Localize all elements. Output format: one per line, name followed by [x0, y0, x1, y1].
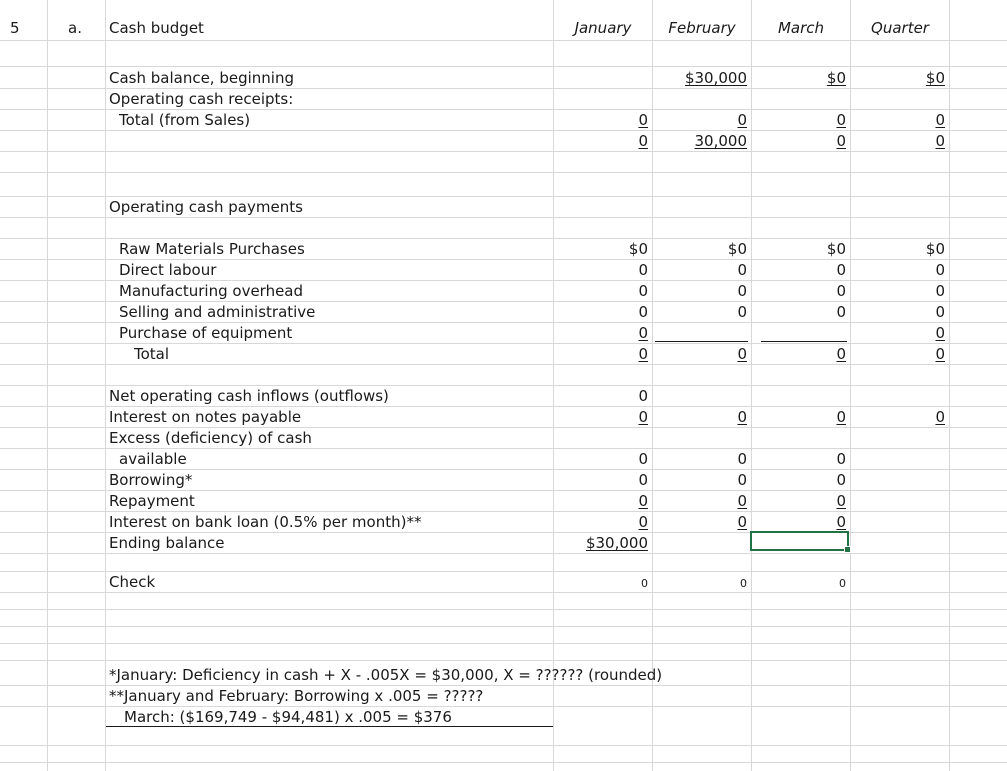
- column-header-january: January: [574, 19, 632, 37]
- cell-raw-materials-mar[interactable]: $0: [826, 240, 846, 258]
- row-number: 5: [10, 19, 20, 37]
- cell-repayment-mar[interactable]: 0: [836, 492, 846, 510]
- cell-cash-beginning-mar[interactable]: $0: [826, 69, 846, 87]
- cell-borrowing-jan[interactable]: 0: [638, 471, 648, 489]
- row-label-repayment: Repayment: [109, 492, 195, 510]
- underline-rule: [655, 341, 748, 342]
- cell-ending-balance-jan[interactable]: $30,000: [585, 534, 648, 552]
- cell-check-jan[interactable]: 0: [641, 577, 648, 590]
- row-label-payments-total: Total: [134, 345, 170, 363]
- row-label-payments-header: Operating cash payments: [109, 198, 303, 216]
- row-label-direct-labour: Direct labour: [119, 261, 217, 279]
- cell-interest-notes-mar[interactable]: 0: [836, 408, 846, 426]
- cell-raw-materials-feb[interactable]: $0: [727, 240, 747, 258]
- cell-payments-total-feb[interactable]: 0: [737, 345, 747, 363]
- grid-line: [0, 762, 1007, 763]
- column-header-quarter: Quarter: [871, 19, 929, 37]
- cell-selling-admin-jan[interactable]: 0: [638, 303, 648, 321]
- cell-selling-admin-mar[interactable]: 0: [836, 303, 846, 321]
- cell-receipts-sum-feb[interactable]: 30,000: [694, 132, 747, 150]
- cell-receipts-sum-qtr[interactable]: 0: [935, 132, 945, 150]
- cell-interest-notes-qtr[interactable]: 0: [935, 408, 945, 426]
- cell-interest-bank-mar[interactable]: 0: [836, 513, 846, 531]
- grid-line: [0, 217, 1007, 218]
- column-header-february: February: [668, 19, 736, 37]
- cell-interest-bank-jan[interactable]: 0: [638, 513, 648, 531]
- grid-line: [0, 745, 1007, 746]
- cell-direct-labour-mar[interactable]: 0: [836, 261, 846, 279]
- underline-rule: [761, 341, 847, 342]
- row-label-raw-materials: Raw Materials Purchases: [119, 240, 305, 258]
- row-label-equipment: Purchase of equipment: [119, 324, 293, 342]
- row-label-mfg-overhead: Manufacturing overhead: [119, 282, 304, 300]
- cell-raw-materials-jan[interactable]: $0: [628, 240, 648, 258]
- grid-line: [0, 172, 1007, 173]
- cell-payments-total-qtr[interactable]: 0: [935, 345, 945, 363]
- row-label-receipts-header: Operating cash receipts:: [109, 90, 294, 108]
- cell-direct-labour-jan[interactable]: 0: [638, 261, 648, 279]
- cell-direct-labour-feb[interactable]: 0: [737, 261, 747, 279]
- cell-payments-total-mar[interactable]: 0: [836, 345, 846, 363]
- row-label-interest-bank: Interest on bank loan (0.5% per month)**: [109, 513, 422, 531]
- cell-repayment-jan[interactable]: 0: [638, 492, 648, 510]
- cell-interest-bank-feb[interactable]: 0: [737, 513, 747, 531]
- cell-borrowing-mar[interactable]: 0: [836, 471, 846, 489]
- cell-cash-beginning-feb[interactable]: $30,000: [684, 69, 747, 87]
- cell-equipment-jan[interactable]: 0: [638, 324, 648, 342]
- cell-repayment-feb[interactable]: 0: [737, 492, 747, 510]
- cell-receipts-total-qtr[interactable]: 0: [935, 111, 945, 129]
- grid-line: [0, 592, 1007, 593]
- row-label-interest-notes: Interest on notes payable: [109, 408, 302, 426]
- note-borrowing-interest: **January and February: Borrowing x .005 = ?????: [109, 687, 484, 705]
- cell-excess-mar[interactable]: 0: [836, 450, 846, 468]
- cell-receipts-sum-mar[interactable]: 0: [836, 132, 846, 150]
- note-january-deficiency: *January: Deficiency in cash + X - .005X = $30,000, X = ?????? (rounded): [109, 666, 663, 684]
- cell-direct-labour-qtr[interactable]: 0: [935, 261, 945, 279]
- cell-receipts-total-mar[interactable]: 0: [836, 111, 846, 129]
- grid-line: [0, 151, 1007, 152]
- cell-cash-beginning-qtr[interactable]: $0: [925, 69, 945, 87]
- cell-receipts-sum-jan[interactable]: 0: [638, 132, 648, 150]
- cell-receipts-total-feb[interactable]: 0: [737, 111, 747, 129]
- cell-selling-admin-qtr[interactable]: 0: [935, 303, 945, 321]
- grid-line: [0, 660, 1007, 661]
- cell-interest-notes-jan[interactable]: 0: [638, 408, 648, 426]
- grid-line: [0, 643, 1007, 644]
- row-label-excess-available: available: [119, 450, 187, 468]
- cell-check-feb[interactable]: 0: [740, 577, 747, 590]
- cell-mfg-overhead-mar[interactable]: 0: [836, 282, 846, 300]
- notes-border: [106, 726, 553, 727]
- cell-mfg-overhead-jan[interactable]: 0: [638, 282, 648, 300]
- cell-excess-jan[interactable]: 0: [638, 450, 648, 468]
- grid-line: [0, 626, 1007, 627]
- cell-excess-feb[interactable]: 0: [737, 450, 747, 468]
- grid-line: [0, 66, 1007, 67]
- row-label-selling-admin: Selling and administrative: [119, 303, 316, 321]
- row-label-check: Check: [109, 573, 156, 591]
- budget-title: Cash budget: [109, 19, 204, 37]
- column-header-march: March: [777, 19, 825, 37]
- note-march-interest: March: ($169,749 - $94,481) x .005 = $376: [124, 708, 452, 726]
- cell-selling-admin-feb[interactable]: 0: [737, 303, 747, 321]
- grid-line: [0, 609, 1007, 610]
- row-label-cash-beginning: Cash balance, beginning: [109, 69, 294, 87]
- grid-line: [0, 364, 1007, 365]
- selected-cell[interactable]: [750, 531, 849, 551]
- cell-borrowing-feb[interactable]: 0: [737, 471, 747, 489]
- cell-interest-notes-feb[interactable]: 0: [737, 408, 747, 426]
- row-label-excess: Excess (deficiency) of cash: [109, 429, 312, 447]
- row-label-receipts-total: Total (from Sales): [119, 111, 251, 129]
- part-label: a.: [68, 19, 82, 37]
- cell-receipts-total-jan[interactable]: 0: [638, 111, 648, 129]
- cell-mfg-overhead-feb[interactable]: 0: [737, 282, 747, 300]
- grid-line: [0, 553, 1007, 554]
- cell-raw-materials-qtr[interactable]: $0: [925, 240, 945, 258]
- cell-payments-total-jan[interactable]: 0: [638, 345, 648, 363]
- grid-line: [0, 40, 1007, 41]
- row-label-net-operating: Net operating cash inflows (outflows): [109, 387, 389, 405]
- cell-net-operating-jan[interactable]: 0: [638, 387, 648, 405]
- row-label-borrowing: Borrowing*: [109, 471, 193, 489]
- cell-check-mar[interactable]: 0: [839, 577, 846, 590]
- cell-equipment-qtr[interactable]: 0: [935, 324, 945, 342]
- row-label-ending-balance: Ending balance: [109, 534, 225, 552]
- cell-mfg-overhead-qtr[interactable]: 0: [935, 282, 945, 300]
